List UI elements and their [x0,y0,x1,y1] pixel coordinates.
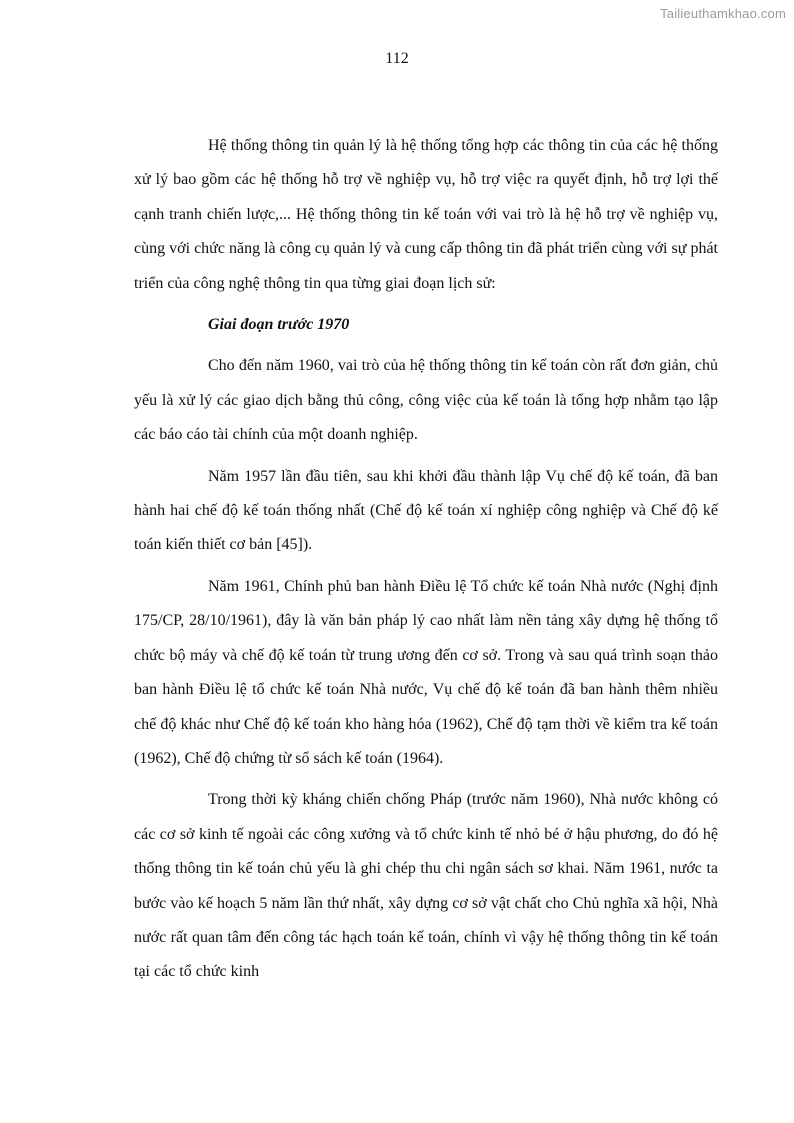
body-paragraph: Trong thời kỳ kháng chiến chống Pháp (trước năm 1960), Nhà nước không có các cơ sở kinh tế ngoài các công xưởng và tổ chức kinh tế nhỏ bé ở hậu phương, do đó hệ thống thông tin kế toán chủ yếu là ghi chép thu chi ngân sách sơ khai. Năm 1961, nước ta bước vào kế hoạch 5 năm lần thứ nhất, xây dựng cơ sở vật chất cho Chủ nghĩa xã hội, Nhà nước rất quan tâm đến công tác hạch toán kế toán, chính vì vậy hệ thống thông tin kế toán tại các tổ chức kinh [134,791,718,981]
body-paragraph: Cho đến năm 1960, vai trò của hệ thống thông tin kế toán còn rất đơn giản, chủ yếu là xử lý các giao dịch bằng thủ công, công việc của kế toán là tổng hợp nhằm tạo lập các báo cáo tài chính của một doanh nghiệp. [134,357,718,444]
document-body [134,129,718,990]
section-heading: Giai đoạn trước 1970 [208,316,350,334]
intro-paragraph: Hệ thống thông tin quản lý là hệ thống tổng hợp các thông tin của các hệ thống xử lý bao gồm các hệ thống hỗ trợ về nghiệp vụ, hỗ trợ việc ra quyết định, hỗ trợ lợi thế cạnh tranh chiến lược,... Hệ thống thông tin kế toán với vai trò là hệ hỗ trợ về nghiệp vụ, cùng với chức năng là công cụ quản lý và cung cấp thông tin đã phát triển cùng với sự phát triển của công nghệ thông tin qua từng giai đoạn lịch sử: [134,137,718,292]
body-paragraph: Năm 1961, Chính phủ ban hành Điều lệ Tổ chức kế toán Nhà nước (Nghị định 175/CP, 28/10/1961), đây là văn bản pháp lý cao nhất làm nền tảng xây dựng hệ thống tổ chức bộ máy và chế độ kế toán từ trung ương đến cơ sở. Trong và sau quá trình soạn thảo ban hành Điều lệ tổ chức kế toán Nhà nước, Vụ chế độ kế toán đã ban hành thêm nhiều chế độ khác như Chế độ kế toán kho hàng hóa (1962), Chế độ tạm thời về kiểm tra kế toán (1962), Chế độ chứng từ sổ sách kế toán (1964). [134,577,718,767]
page-number: 112 [385,50,409,67]
watermark-text: Tailieuthamkhao.com [660,6,786,21]
body-paragraph: Năm 1957 lần đầu tiên, sau khi khởi đầu thành lập Vụ chế độ kế toán, đã ban hành hai chế độ kế toán thống nhất (Chế độ kế toán xí nghiệp công nghiệp và Chế độ kế toán kiến thiết cơ bản [45]). [134,467,718,554]
